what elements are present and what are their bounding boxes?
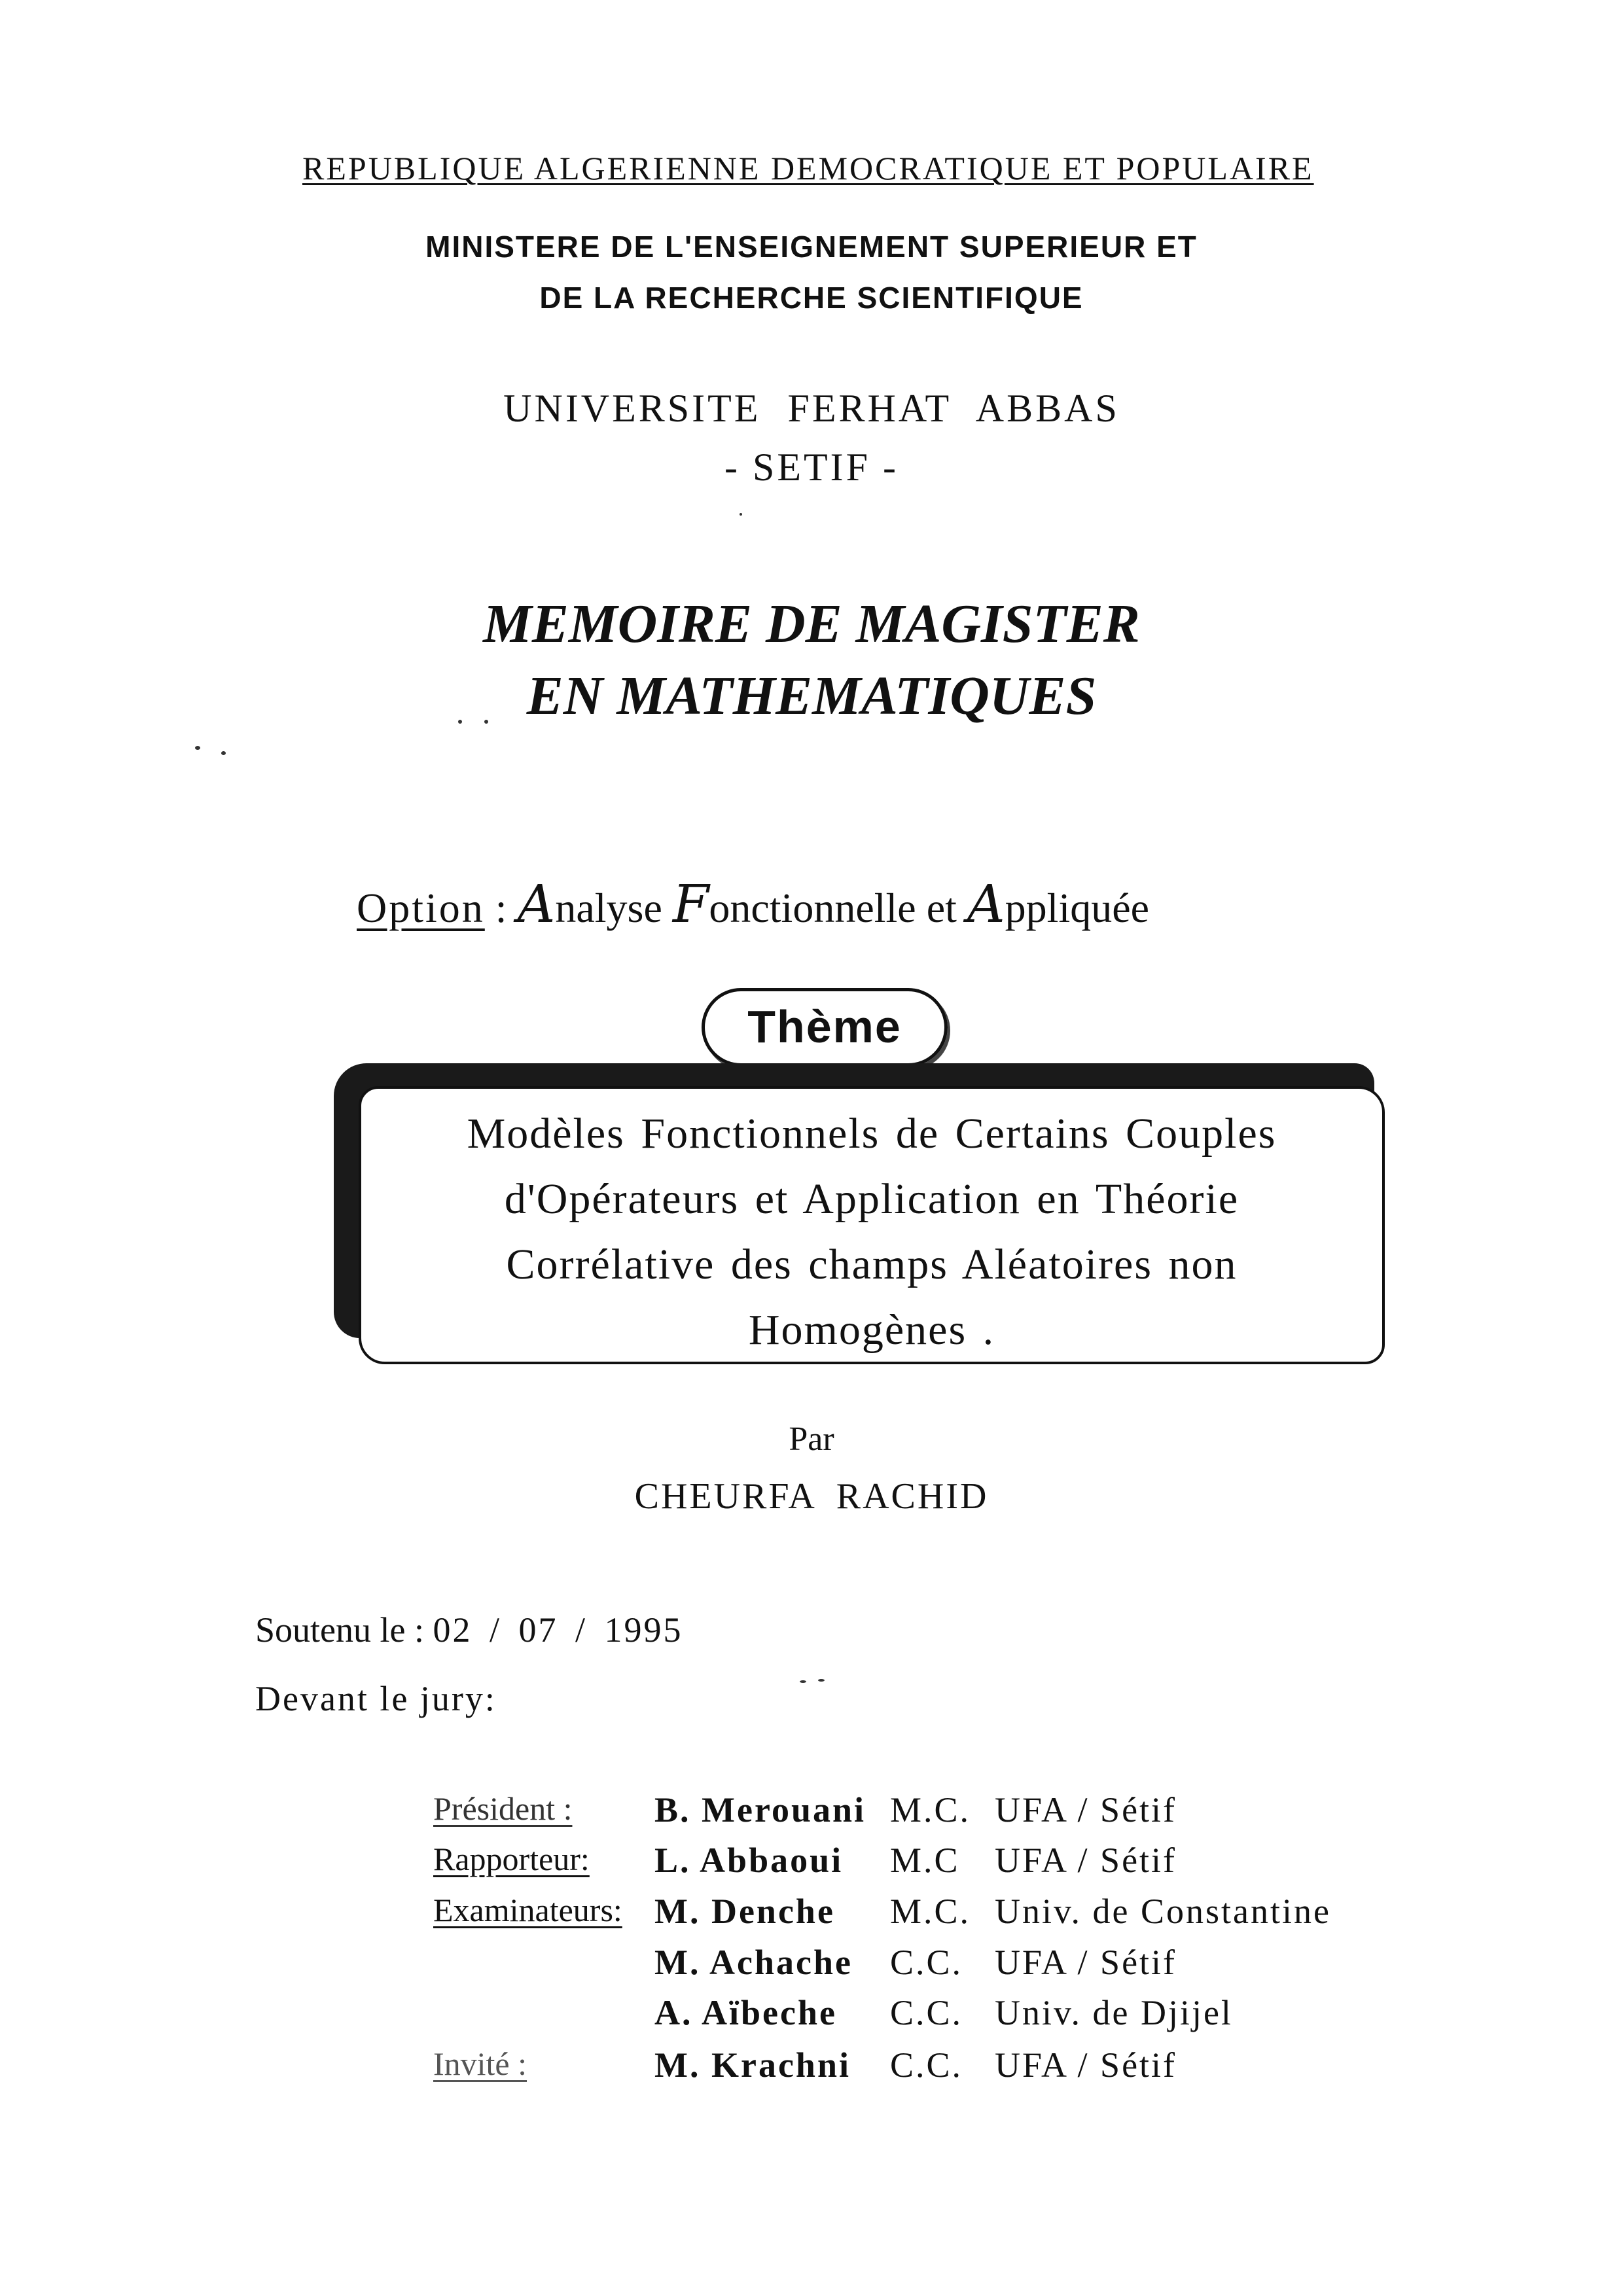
jury-member-name: M. Achache xyxy=(654,1943,853,1982)
university-name: UNIVERSITE FERHAT ABBAS xyxy=(503,387,1120,430)
university-city: - SETIF - xyxy=(724,446,899,489)
jury-member-grade: M.C. xyxy=(890,1892,971,1931)
scan-speck xyxy=(484,720,488,724)
jury-role-president: Président : xyxy=(433,1790,573,1827)
option-word-fonctionnelle: onctionnelle et xyxy=(709,885,967,931)
jury-role-rapporteur: Rapporteur: xyxy=(433,1841,590,1877)
jury-heading: Devant le jury: xyxy=(255,1679,497,1718)
scan-speck xyxy=(458,720,462,724)
jury-member-name: B. Merouani xyxy=(654,1790,866,1829)
by-label: Par xyxy=(789,1421,834,1458)
defense-date-label: Soutenu le : xyxy=(255,1610,433,1650)
option-initial-fonctionnelle: F xyxy=(672,874,709,934)
jury-member-grade: C.C. xyxy=(890,2045,963,2085)
scan-speck xyxy=(195,746,200,750)
jury-member-name: M. Denche xyxy=(654,1892,835,1931)
scan-speck xyxy=(740,513,742,516)
option-separator: : xyxy=(484,885,518,931)
option-label: Option xyxy=(357,885,485,931)
theme-badge: Thème xyxy=(702,988,948,1067)
jury-member-institution: UFA / Sétif xyxy=(995,1841,1177,1880)
jury-member-institution: UFA / Sétif xyxy=(995,1943,1177,1982)
jury-member-institution: Univ. de Constantine xyxy=(995,1892,1331,1931)
jury-member-institution: UFA / Sétif xyxy=(995,2045,1177,2085)
option-word-analyse: nalyse xyxy=(555,885,673,931)
memoire-title-line-2: EN MATHEMATIQUES xyxy=(526,665,1097,726)
memoire-title-line-1: MEMOIRE DE MAGISTER xyxy=(483,593,1140,654)
jury-role-invite: Invité : xyxy=(433,2045,527,2082)
scan-speck xyxy=(221,751,226,755)
option-word-appliquee: ppliquée xyxy=(1005,885,1150,931)
jury-member-grade: M.C xyxy=(890,1841,960,1880)
option-initial-analyse: A xyxy=(517,874,556,934)
jury-member-institution: Univ. de Djijel xyxy=(995,1993,1233,2032)
option-line xyxy=(357,874,1149,934)
option-initial-appliquee: A xyxy=(967,874,1005,934)
thesis-title-line-3: Corrélative des champs Aléatoires non xyxy=(506,1241,1238,1288)
jury-member-grade: C.C. xyxy=(890,1993,963,2032)
jury-member-institution: UFA / Sétif xyxy=(995,1790,1177,1829)
defense-date-line xyxy=(255,1610,683,1650)
jury-member-name: A. Aïbeche xyxy=(654,1993,837,2032)
author-name: CHEURFA RACHID xyxy=(634,1476,989,1517)
republic-header: REPUBLIQUE ALGERIENNE DEMOCRATIQUE ET POPULAIRE xyxy=(302,150,1314,186)
defense-date: 02 / 07 / 1995 xyxy=(433,1610,683,1650)
ministry-line-2: DE LA RECHERCHE SCIENTIFIQUE xyxy=(539,281,1084,315)
jury-member-grade: C.C. xyxy=(890,1943,963,1982)
scan-speck xyxy=(818,1679,825,1682)
scan-speck xyxy=(800,1680,806,1683)
jury-role-examinateurs: Examinateurs: xyxy=(433,1892,622,1928)
jury-member-grade: M.C. xyxy=(890,1790,971,1829)
thesis-title-line-2: d'Opérateurs et Application en Théorie xyxy=(504,1175,1240,1223)
jury-member-name: M. Krachni xyxy=(654,2045,851,2085)
thesis-title-line-1: Modèles Fonctionnels de Certains Couples xyxy=(467,1110,1277,1157)
ministry-line-1: MINISTERE DE L'ENSEIGNEMENT SUPERIEUR ET xyxy=(425,230,1198,264)
jury-member-name: L. Abbaoui xyxy=(654,1841,844,1880)
thesis-title-line-4: Homogènes . xyxy=(748,1306,995,1354)
